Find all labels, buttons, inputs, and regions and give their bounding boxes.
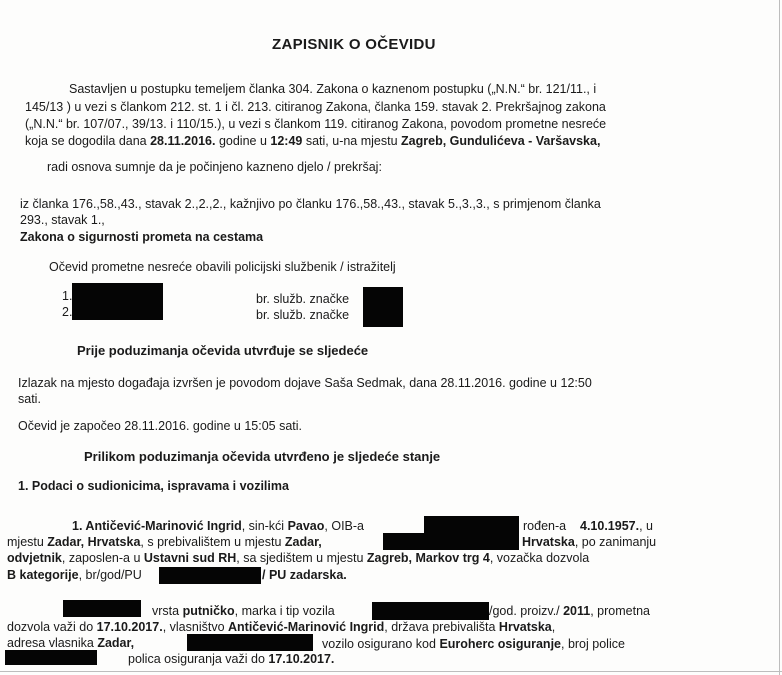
participant-text: , OIB-a	[324, 519, 364, 533]
participant-text: , u	[639, 519, 653, 533]
intro-line-2: 145/13 ) u vezi s člankom 212. st. 1 i čl. 213. citiranog Zakona, članka 159. stavak 2. Prekršajnog zakona	[25, 100, 606, 114]
birth-place: Zadar, Hrvatska	[47, 535, 141, 549]
intro-line-4	[25, 134, 600, 148]
officer-number-2: 2.	[62, 305, 73, 319]
section-heading: 1. Podaci o sudionicima, ispravama i vozilima	[18, 479, 289, 493]
vehicle-line-3-end	[322, 637, 625, 651]
owner-country: Hrvatska	[498, 620, 552, 634]
state-heading: Prilikom poduzimanja očevida utvrđeno je sljedeće stanje	[84, 449, 441, 464]
officers-intro: Očevid prometne nesreće obavili policijski službenik / istražitelj	[49, 260, 396, 274]
before-line-3: Očevid je započeo 28.11.2016. godine u 15:05 sati.	[18, 419, 303, 433]
law-name: Zakona o sigurnosti prometa na cestama	[20, 230, 264, 244]
redacted-oib	[424, 516, 519, 533]
officer-number-1: 1.	[62, 289, 73, 303]
vehicle-line-3	[7, 636, 134, 650]
before-heading: Prije poduzimanja očevida utvrđuje se sljedeće	[77, 343, 369, 358]
employer: Ustavni sud RH	[143, 551, 237, 565]
participant-line-4	[7, 568, 142, 582]
participant-text: rođen-a	[523, 519, 567, 533]
participant-line-1-end	[523, 519, 653, 533]
license-authority: / PU zadarska.	[262, 568, 347, 582]
vehicle-text: polica osiguranja važi do	[128, 652, 269, 666]
redacted-license-number	[159, 567, 261, 584]
participant-name: 1. Antičević-Marinović Ingrid	[72, 519, 242, 533]
vehicle-year: 2011	[563, 604, 591, 618]
vehicle-text: vozilo osigurano kod	[322, 637, 440, 651]
participant-text: , s prebivalištem u mjestu	[140, 535, 285, 549]
participant-text: , br/god/PU	[78, 568, 142, 582]
intro-text: koja se dogodila dana	[25, 134, 151, 148]
occupation: odvjetnik	[7, 551, 62, 565]
participant-line-2-end	[522, 535, 656, 549]
before-line-1: Izlazak na mjesto događaja izvršen je povodom dojave Saša Sedmak, dana 28.11.2016. godine u 12:50	[18, 376, 592, 390]
intro-text: godine u	[215, 134, 271, 148]
vehicle-text: adresa vlasnika	[7, 636, 98, 650]
insurer: Euroherc osiguranje	[439, 637, 561, 651]
policy-valid: 17.10.2017.	[268, 652, 335, 666]
vehicle-text: /god. proizv./	[489, 604, 564, 618]
vehicle-text: dozvola važi do	[7, 620, 97, 634]
intro-text: sati, u-na mjestu	[302, 134, 402, 148]
vehicle-line-2	[7, 620, 555, 634]
badge-label-2: br. služb. značke	[256, 308, 350, 322]
participant-text: , sin-kći	[241, 519, 288, 533]
vehicle-line-1	[152, 604, 335, 618]
residence-country: Hrvatska	[522, 535, 575, 549]
redacted-policy-number	[5, 650, 97, 665]
vehicle-text: vrsta	[152, 604, 183, 618]
participant-text: , vozačka dozvola	[489, 551, 590, 565]
intro-line-1: Sastavljen u postupku temeljem članka 304. Zakona o kaznenom postupku („N.N.“ br. 121/11., i	[69, 82, 597, 96]
vehicle-text: , vlasništvo	[162, 620, 228, 634]
participant-line-2	[7, 535, 322, 549]
redacted-officer-names	[72, 283, 163, 320]
participant-text: mjestu	[7, 535, 48, 549]
accident-date: 28.11.2016.	[150, 134, 216, 148]
intro-line-3: („N.N.“ br. 107/07., 39/13. i 110/15.), u vezi s člankom 119. citiranog Zakona, povodom prometne nesreće	[25, 117, 607, 131]
intro-line-5: radi osnova sumnje da je počinjeno kazneno djelo / prekršaj:	[47, 160, 382, 174]
badge-label-1: br. služb. značke	[256, 292, 350, 306]
accident-place: Zagreb, Gundulićeva - Varšavska,	[401, 134, 601, 148]
owner-address: Zadar,	[97, 636, 135, 650]
articles-line-1: iz članka 176.,58.,43., stavak 2.,2.,2., kažnjivo po članku 176.,58.,43., stavak 5.,3.,3., s primjenom članka	[20, 197, 601, 211]
document-title: ZAPISNIK O OČEVIDU	[272, 36, 436, 53]
accident-time: 12:49	[270, 134, 303, 148]
license-category: B kategorije	[7, 568, 79, 582]
redacted-vehicle-model	[372, 602, 489, 620]
participant-dob: 4.10.1957.	[580, 519, 640, 533]
vehicle-text: , broj police	[561, 637, 625, 651]
participant-text: , zaposlen-a u	[61, 551, 144, 565]
vehicle-text: , država prebivališta	[384, 620, 499, 634]
redacted-badge-numbers	[363, 287, 403, 327]
residence: Zadar,	[284, 535, 322, 549]
redacted-residence-address	[383, 533, 519, 550]
participant-father: Pavao	[287, 519, 325, 533]
vehicle-line-1-end	[489, 604, 650, 618]
vehicle-text: , marka i tip vozila	[234, 604, 335, 618]
page-edge-bottom	[0, 671, 782, 672]
participant-line-1	[72, 519, 364, 533]
vehicle-text: , prometna	[590, 604, 650, 618]
participant-line-3	[7, 551, 589, 565]
employer-seat: Zagreb, Markov trg 4	[366, 551, 490, 565]
redacted-registration	[63, 600, 141, 617]
vehicle-text: ,	[551, 620, 556, 634]
vehicle-line-4	[128, 652, 334, 666]
registration-valid: 17.10.2017.	[96, 620, 163, 634]
vehicle-type: putničko	[182, 604, 235, 618]
participant-text: , sa sjedištem u mjestu	[236, 551, 367, 565]
articles-line-2: 293., stavak 1.,	[20, 213, 105, 227]
redacted-owner-address	[187, 634, 313, 651]
vehicle-owner: Antičević-Marinović Ingrid	[228, 620, 385, 634]
participant-text: , po zanimanju	[574, 535, 657, 549]
page-edge-right	[779, 0, 780, 675]
before-line-2: sati.	[18, 392, 41, 406]
